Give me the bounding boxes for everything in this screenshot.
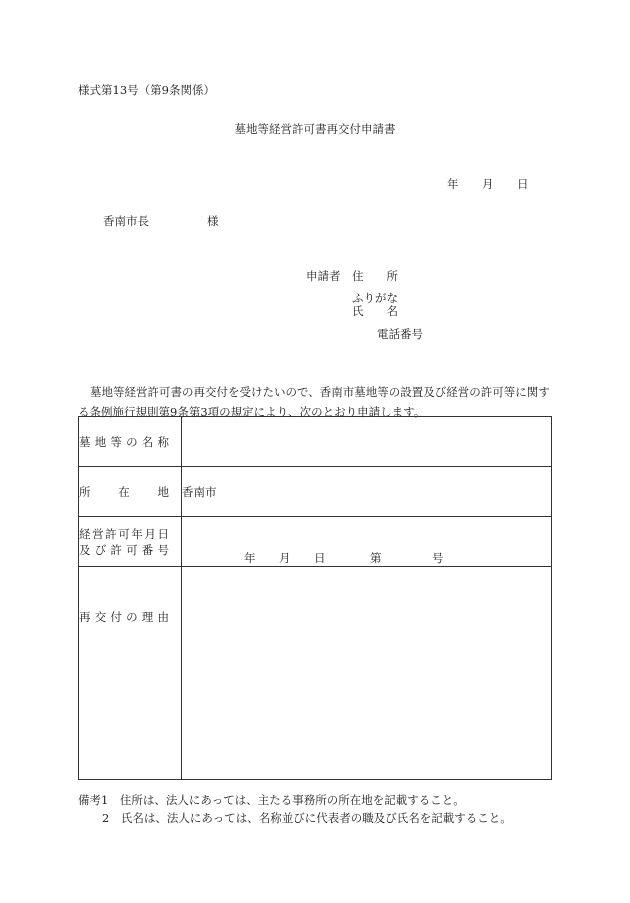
form-number: 様式第13号（第9条関係） — [78, 83, 215, 97]
reissue-reason-field[interactable] — [182, 567, 552, 780]
permit-date-label-line2: 及び許可番号 — [79, 542, 169, 557]
table-row — [79, 517, 552, 567]
date-year-label: 年 — [447, 177, 459, 191]
permit-date-number-line — [182, 532, 551, 565]
permit-date-label-line1: 経営許可年月日 — [79, 526, 169, 541]
table-row — [79, 467, 552, 517]
applicant-address-label: 住 所 — [352, 269, 398, 283]
recipient-honorific: 様 — [207, 214, 219, 228]
permit-year-label: 年 — [244, 550, 256, 565]
location-label-cell — [79, 467, 182, 517]
reissue-reason-label-cell — [79, 567, 182, 780]
permit-date-label-cell — [79, 517, 182, 567]
document-title: 墓地等経営許可書再交付申請書 — [234, 122, 396, 136]
date-day-label: 日 — [517, 177, 529, 191]
application-table — [78, 416, 552, 780]
applicant-phone-label: 電話番号 — [377, 327, 423, 341]
location-label: 所在地 — [79, 484, 169, 499]
application-statement: 墓地等経営許可書の再交付を受けたいので、香南市墓地等の設置及び経営の許可等に関する条例施行規則第9条第3項の規定により、次のとおり申請します。 — [78, 385, 550, 419]
permit-date-field[interactable] — [182, 517, 552, 567]
applicant-furigana-label: ふりがな — [352, 291, 398, 305]
location-field[interactable] — [182, 467, 552, 517]
applicant-label: 申請者 — [306, 269, 341, 283]
date-month-label: 月 — [482, 177, 494, 191]
cemetery-name-label-cell — [79, 417, 182, 467]
permit-month-label: 月 — [279, 550, 291, 565]
applicant-name-label: 氏 名 — [352, 304, 398, 318]
table-row — [79, 567, 552, 780]
reissue-reason-label: 再交付の理由 — [79, 610, 169, 624]
note-1: 備考1 住所は、法人にあっては、主たる事務所の所在地を記載すること。 — [78, 793, 465, 807]
recipient-name: 香南市長 — [103, 214, 149, 228]
table-row — [79, 417, 552, 467]
permit-number-prefix: 第 — [370, 550, 382, 565]
note-2: 2 氏名は、法人にあっては、名称並びに代表者の職及び氏名を記載すること。 — [102, 811, 512, 825]
location-value: 香南市 — [182, 484, 217, 499]
cemetery-name-label: 墓地等の名称 — [79, 434, 169, 449]
permit-day-label: 日 — [314, 550, 326, 565]
permit-number-suffix: 号 — [432, 550, 444, 565]
cemetery-name-field[interactable] — [182, 417, 552, 467]
